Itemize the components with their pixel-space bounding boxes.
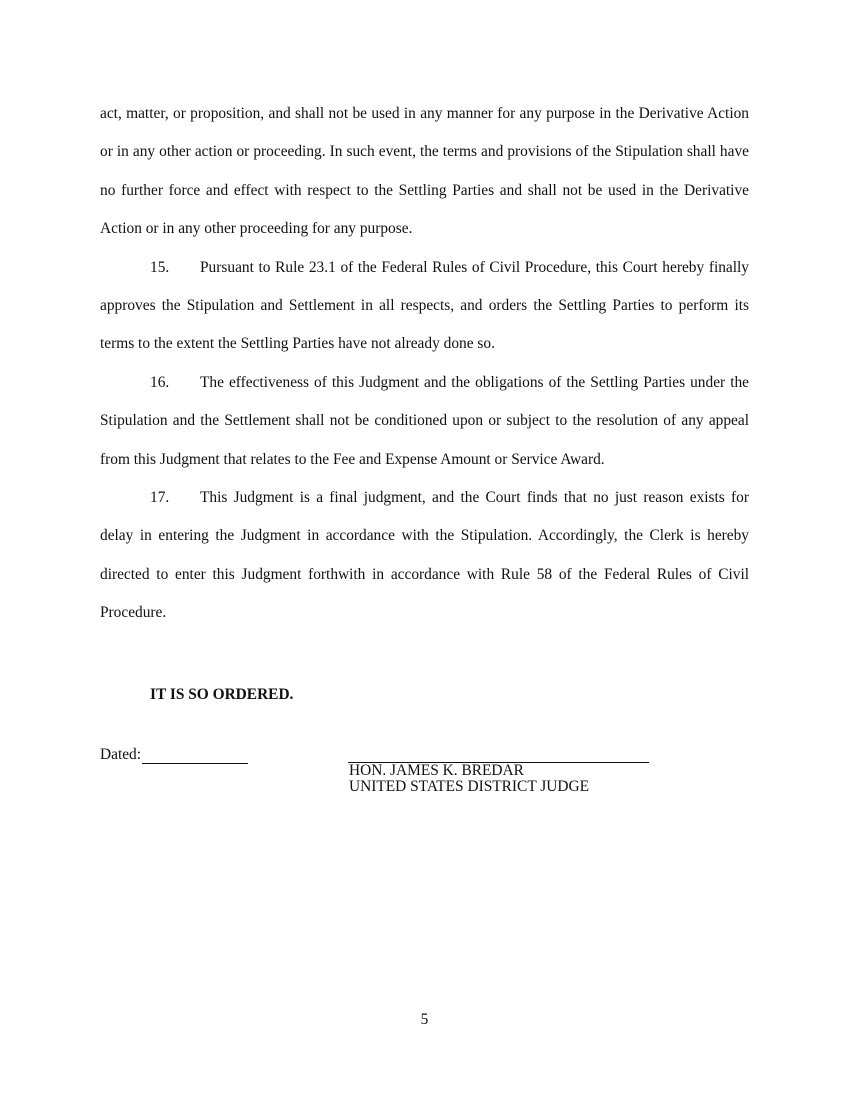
signature-block — [348, 762, 649, 794]
paragraph-number: 15. — [150, 258, 170, 276]
order-heading: IT IS SO ORDERED. — [150, 686, 294, 703]
judge-name: HON. JAMES K. BREDAR — [349, 762, 524, 779]
judgment-body — [100, 95, 749, 633]
paragraph-15 — [100, 249, 749, 364]
paragraph-continued — [100, 95, 749, 249]
dated-label: Dated: — [100, 746, 142, 763]
paragraph-17 — [100, 479, 749, 633]
page-number: 5 — [420, 1011, 429, 1028]
dated-blank-line — [142, 747, 248, 764]
paragraph-text: Pursuant to Rule 23.1 of the Federal Rules of Civil Procedure, this Court hereby finally approves the Stipulation and Settlement in all respects, and orders the Settling Parties to perform its terms to the extent the Settling Parties have not already done so. — [100, 258, 749, 353]
paragraph-number: 16. — [150, 373, 170, 391]
paragraph-text: act, matter, or proposition, and shall not be used in any manner for any purpose in the Derivative Action or in any other action or proceeding. In such event, the terms and provisions of the Stipulation shall have no further force and effect with respect to the Settling Parties and shall not be used in the Derivative Action or in any other proceeding for any purpose. — [100, 105, 749, 238]
judge-title: UNITED STATES DISTRICT JUDGE — [349, 777, 590, 795]
paragraph-16 — [100, 364, 749, 479]
paragraph-number: 17. — [150, 489, 170, 507]
paragraph-text: This Judgment is a final judgment, and the Court finds that no just reason exists for delay in entering the Judgment in accordance with the Stipulation. Accordingly, the Clerk is hereby directed to enter this Judgment forthwith in accordance with Rule 58 of the Federal Rules of Civil Procedure. — [100, 489, 749, 622]
paragraph-text: The effectiveness of this Judgment and the obligations of the Settling Parties under the Stipulation and the Settlement shall not be conditioned upon or subject to the resolution of any appeal from this Judgment that relates to the Fee and Expense Amount or Service Award. — [100, 373, 749, 468]
dated-field — [100, 746, 248, 764]
